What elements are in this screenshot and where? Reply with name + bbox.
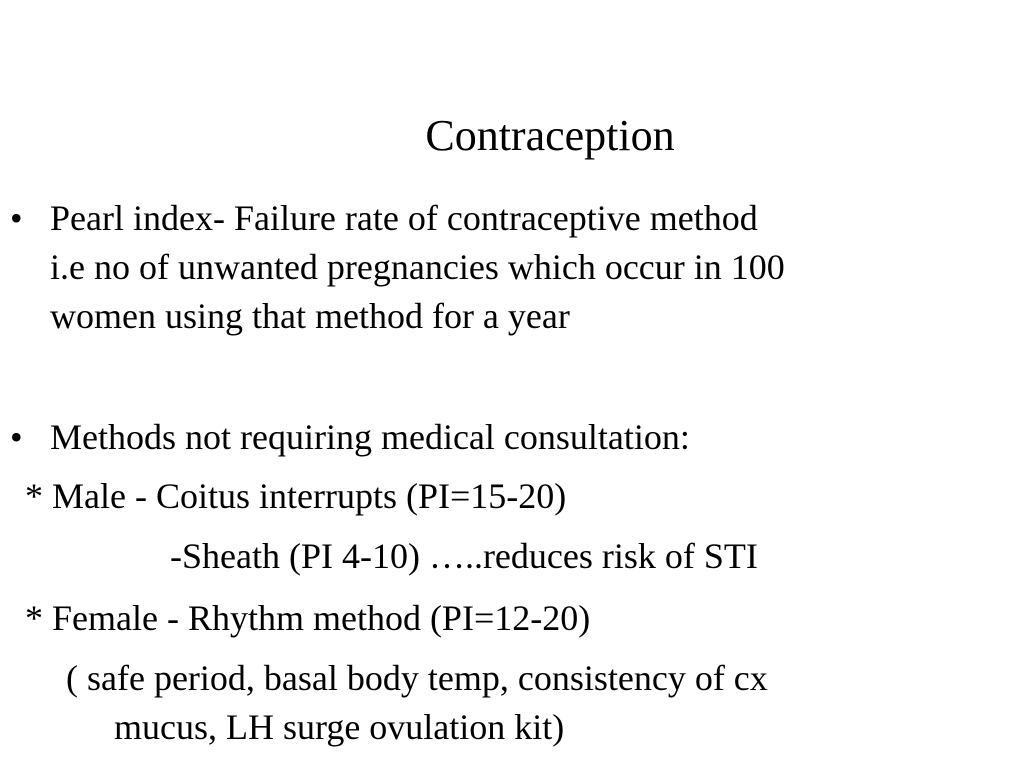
bullet-line: women using that method for a year xyxy=(50,296,570,336)
bullet-marker: • xyxy=(10,198,23,238)
bullet-marker: • xyxy=(10,417,23,457)
rhythm-details-line: ( safe period, basal body temp, consistency of cx xyxy=(66,658,768,698)
bullet-methods xyxy=(10,413,690,462)
bullet-pearl-index xyxy=(10,194,785,341)
rhythm-details-line-continued: mucus, LH surge ovulation kit) xyxy=(114,707,565,747)
bullet-line: Methods not requiring medical consultation: xyxy=(50,417,690,457)
male-methods-line: * Male - Coitus interrupts (PI=15-20) xyxy=(16,476,567,516)
slide-title: Contraception xyxy=(425,111,675,160)
sheath-line: -Sheath (PI 4-10) …..reduces risk of STI xyxy=(170,536,758,576)
female-methods-line: * Female - Rhythm method (PI=12-20) xyxy=(16,598,591,638)
bullet-line: Pearl index- Failure rate of contraceptive method xyxy=(50,198,758,238)
bullet-line: i.e no of unwanted pregnancies which occur in 100 xyxy=(50,247,785,287)
